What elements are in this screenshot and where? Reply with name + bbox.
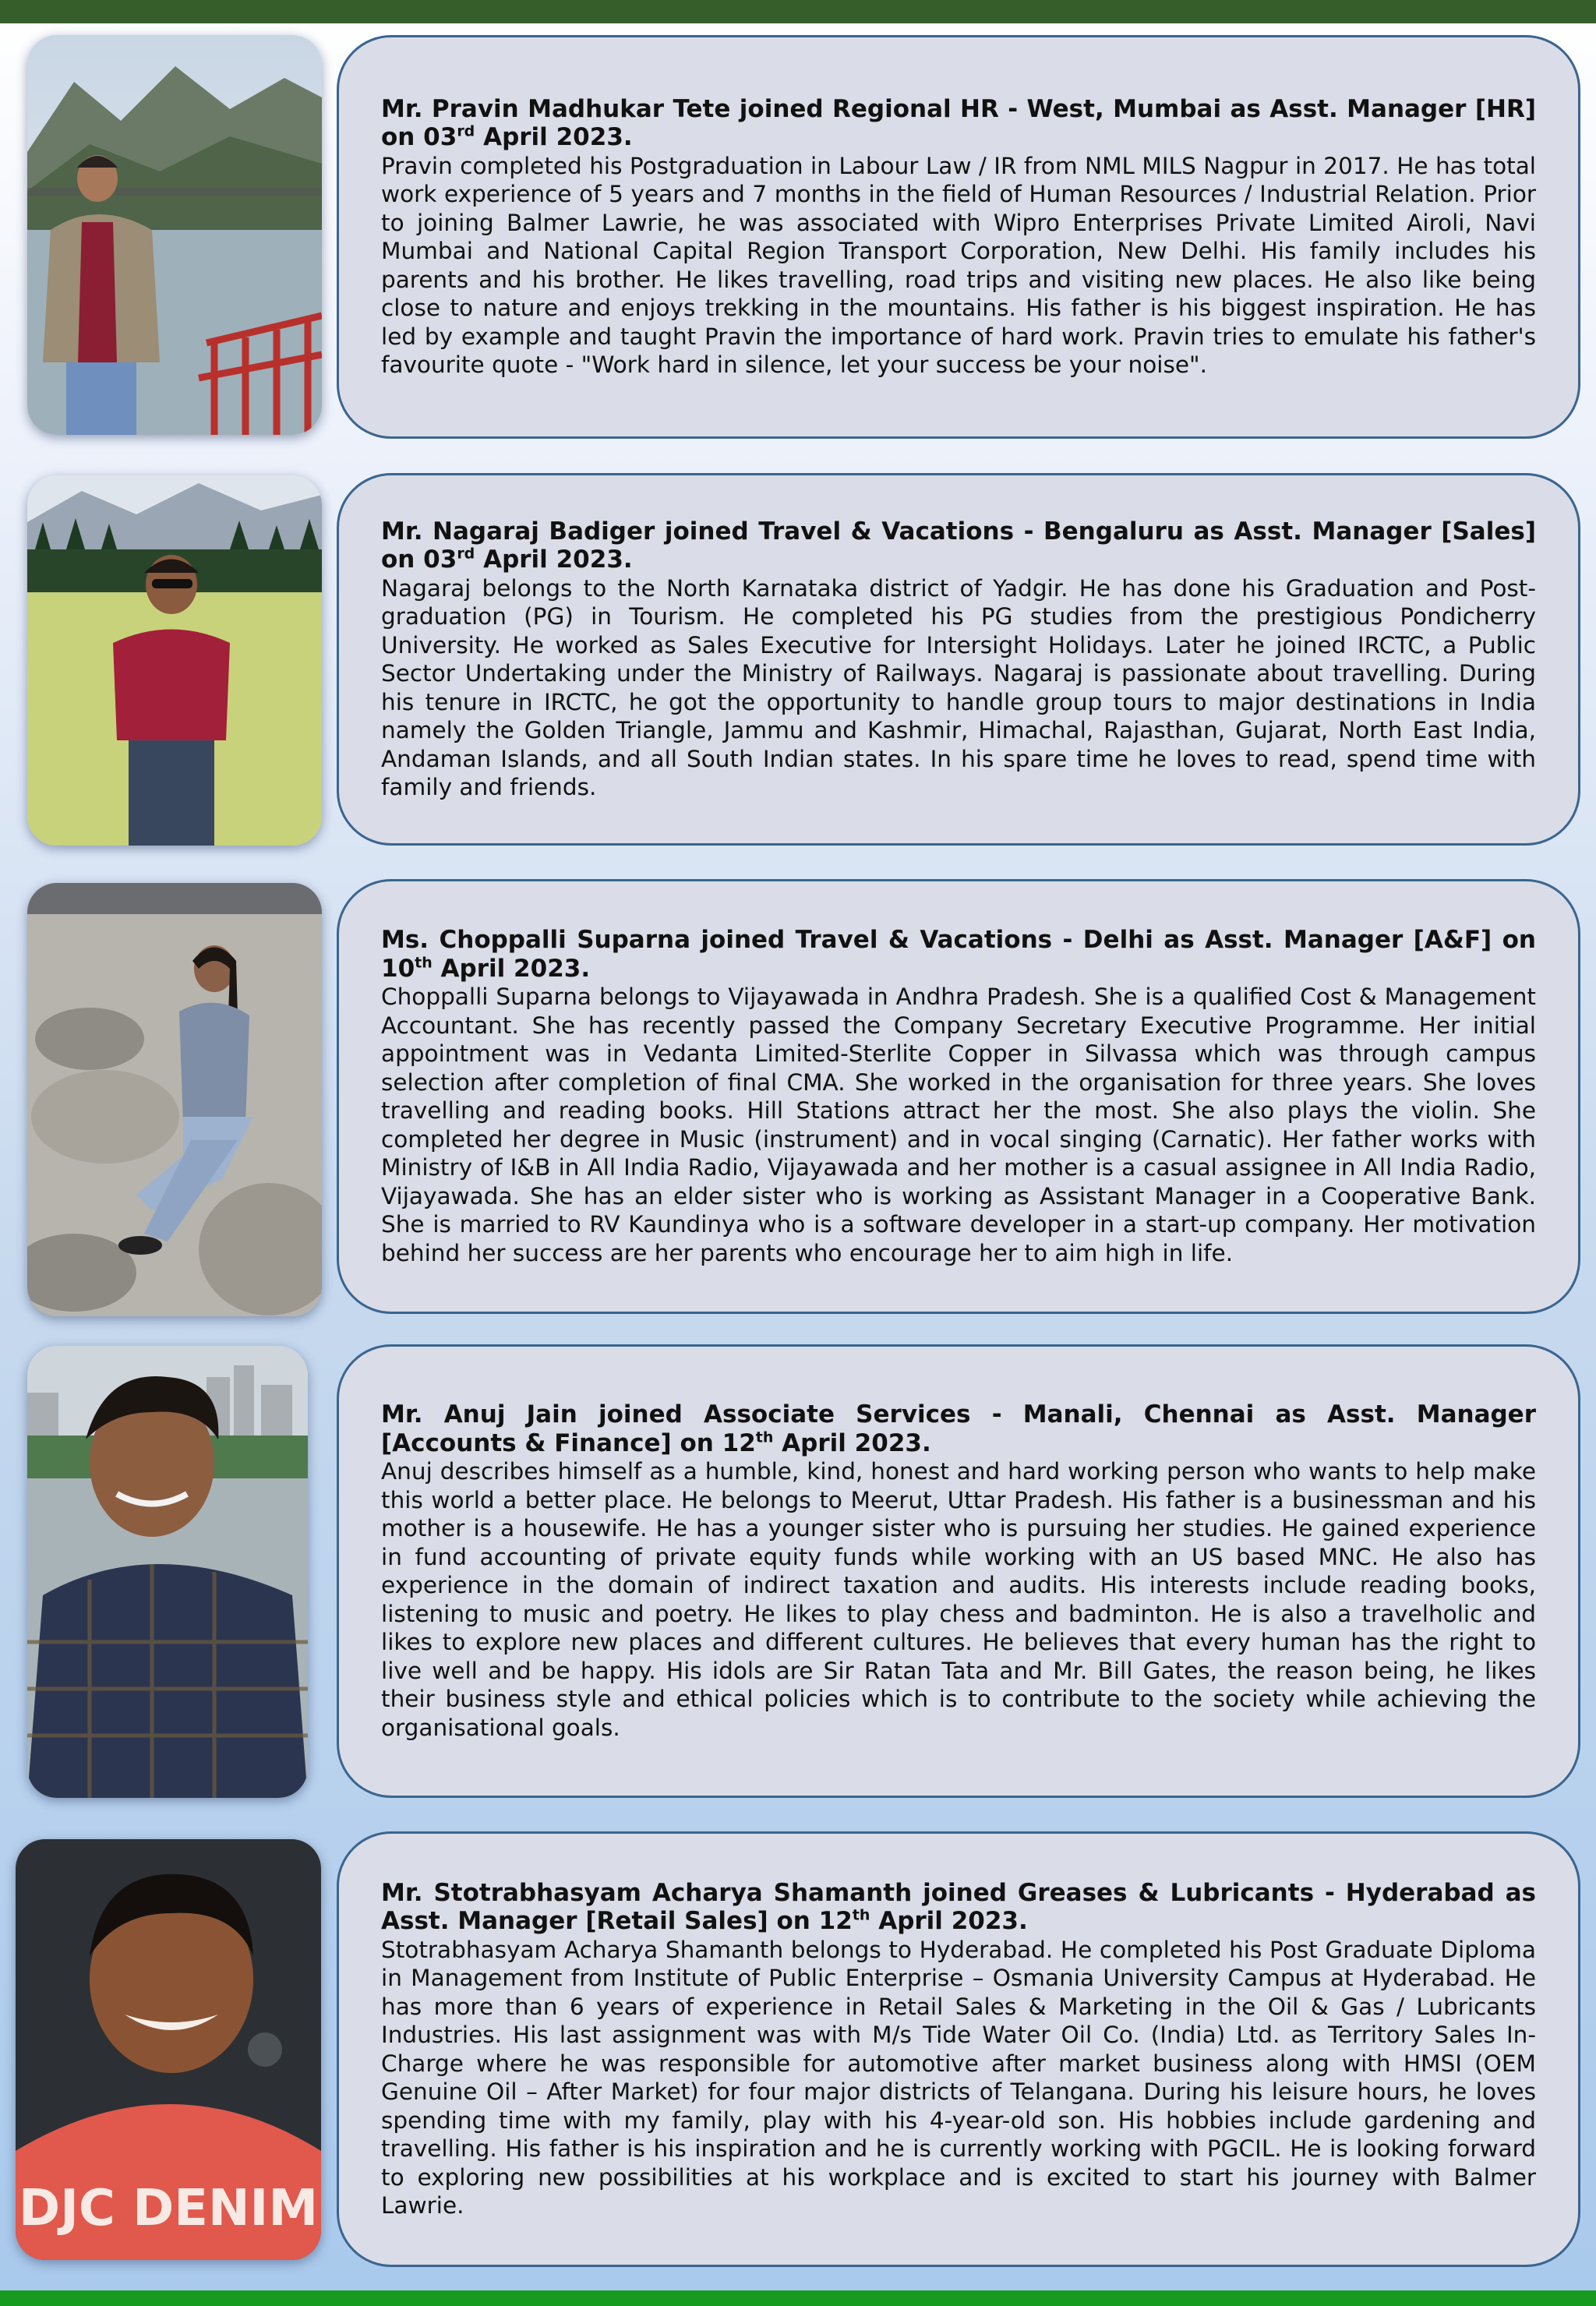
profile-card-shamanth — [337, 1831, 1580, 2267]
shirt-print-text: DJC DENIM — [18, 2180, 319, 2237]
profile-title: Mr. Stotrabhasyam Acharya Shamanth joined Greases & Lubricants - Hyderabad as Asst. Manager [Retail Sales] on 12th April 2023. — [381, 1878, 1536, 1935]
photo-pravin-illustration — [27, 35, 322, 435]
profile-photo-suparna — [27, 883, 322, 1316]
profile-bio: Anuj describes himself as a humble, kind, honest and hard working person who wants to help make this world a better place. He belongs to Meerut, Uttar Pradesh. His father is a businessman and his mother is a housewife. He has a younger sister who is pursuing her studies. He gained experience in fund accounting of private equity funds while working with an US based MNC. He also has experience in the domain of indirect taxation and audits. His interests include reading books, listening to music and poetry. He likes to play chess and badminton. He is also a travelholic and likes to explore new places and different cultures. He believes that every human has the right to live well and be happy. His idols are Sir Ratan Tata and Mr. Bill Gates, the reason being, he likes their business style and ethical policies which is to contribute to the society while achieving the organisational goals. — [381, 1458, 1536, 1741]
profile-title: Mr. Anuj Jain joined Associate Services - Manali, Chennai as Asst. Manager [Accounts & Finance] on 12th April 2023. — [381, 1400, 1536, 1457]
profile-photo-nagaraj — [27, 475, 322, 846]
photo-shamanth-illustration — [16, 1839, 321, 2260]
profile-card-anuj — [337, 1344, 1580, 1798]
profile-bio: Nagaraj belongs to the North Karnataka district of Yadgir. He has done his Graduation and Post-graduation (PG) in Tourism. He completed his PG studies from the prestigious Pondicherry University. He worked as Sales Executive for Intersight Holidays. Later he joined IRCTC, a Public Sector Undertaking under the Ministry of Railways. Nagaraj is passionate about travelling. During his tenure in IRCTC, he got the opportunity to handle group tours to major destinations in India namely the Golden Triangle, Jammu and Kashmir, Himachal, Rajasthan, Gujarat, North East India, Andaman Islands, and all South Indian states. In his spare time he loves to read, spend time with family and friends. — [381, 574, 1536, 800]
bottom-footer-bar — [0, 2290, 1596, 2306]
profile-photo-pravin — [27, 35, 322, 435]
profile-bio: Pravin completed his Postgraduation in Labour Law / IR from NML MILS Nagpur in 2017. He has total work experience of 5 years and 7 months in the field of Human Resources / Industrial Relation. Prior to joining Balmer Lawrie, he was associated with Wipro Enterprises Private Limited Airoli, Navi Mumbai and National Capital Region Transport Corporation, New Delhi. His family includes his parents and his brother. He likes travelling, road trips and visiting new places. He also like being close to nature and enjoys trekking in the mountains. His father is his biggest inspiration. He has led by example and taught Pravin the importance of hard work. Pravin tries to emulate his father's favourite quote - "Work hard in silence, let your success be your noise". — [381, 152, 1536, 378]
profile-photo-shamanth — [16, 1839, 321, 2260]
top-header-bar — [0, 0, 1596, 23]
profile-card-pravin — [337, 35, 1580, 439]
profile-card-suparna — [337, 879, 1580, 1314]
profile-title: Mr. Nagaraj Badiger joined Travel & Vacations - Bengaluru as Asst. Manager [Sales] on 03rd April 2023. — [381, 517, 1536, 574]
profile-card-nagaraj — [337, 473, 1580, 846]
profile-photo-anuj — [27, 1346, 308, 1798]
photo-anuj-illustration — [27, 1346, 308, 1798]
photo-suparna-illustration — [27, 883, 322, 1316]
profile-bio: Stotrabhasyam Acharya Shamanth belongs to Hyderabad. He completed his Post Graduate Diploma in Management from Institute of Public Enterprise – Osmania University Campus at Hyderabad. He has more than 6 years of experience in Retail Sales & Marketing in the Oil & Gas / Lubricants Industries. His last assignment was with M/s Tide Water Oil Co. (India) Ltd. as Territory Sales In-Charge where he was responsible for automotive after market business along with HMSI (OEM Genuine Oil – After Market) for four major districts of Telangana. During his leisure hours, he loves spending time with my family, play with his 4-year-old son. His hobbies include gardening and travelling. His father is his inspiration and he is currently working with PGCIL. He is looking forward to exploring new possibilities at his workplace and is excited to start his journey with Balmer Lawrie. — [381, 1936, 1536, 2219]
profile-title: Mr. Pravin Madhukar Tete joined Regional HR - West, Mumbai as Asst. Manager [HR] on 03rd April 2023. — [381, 94, 1536, 151]
profile-title: Ms. Choppalli Suparna joined Travel & Vacations - Delhi as Asst. Manager [A&F] on 10th April 2023. — [381, 926, 1536, 983]
profile-bio: Choppalli Suparna belongs to Vijayawada in Andhra Pradesh. She is a qualified Cost & Management Accountant. She has recently passed the Company Secretary Executive Programme. Her initial appointment was in Vedanta Limited-Sterlite Copper in Silvassa which was through campus selection after completion of final CMA. She worked in the organisation for three years. She loves travelling and reading books. Hill Stations attract her the most. She also plays the violin. She completed her degree in Music (instrument) and in vocal singing (Carnatic). Her father works with Ministry of I&B in All India Radio, Vijayawada and her mother is a casual assignee in All India Radio, Vijayawada. She has an elder sister who is working as Assistant Manager in a Cooperative Bank. She is married to RV Kaundinya who is a software developer in a start-up company. Her motivation behind her success are her parents who encourage her to aim high in life. — [381, 983, 1536, 1266]
photo-nagaraj-illustration — [27, 475, 322, 846]
